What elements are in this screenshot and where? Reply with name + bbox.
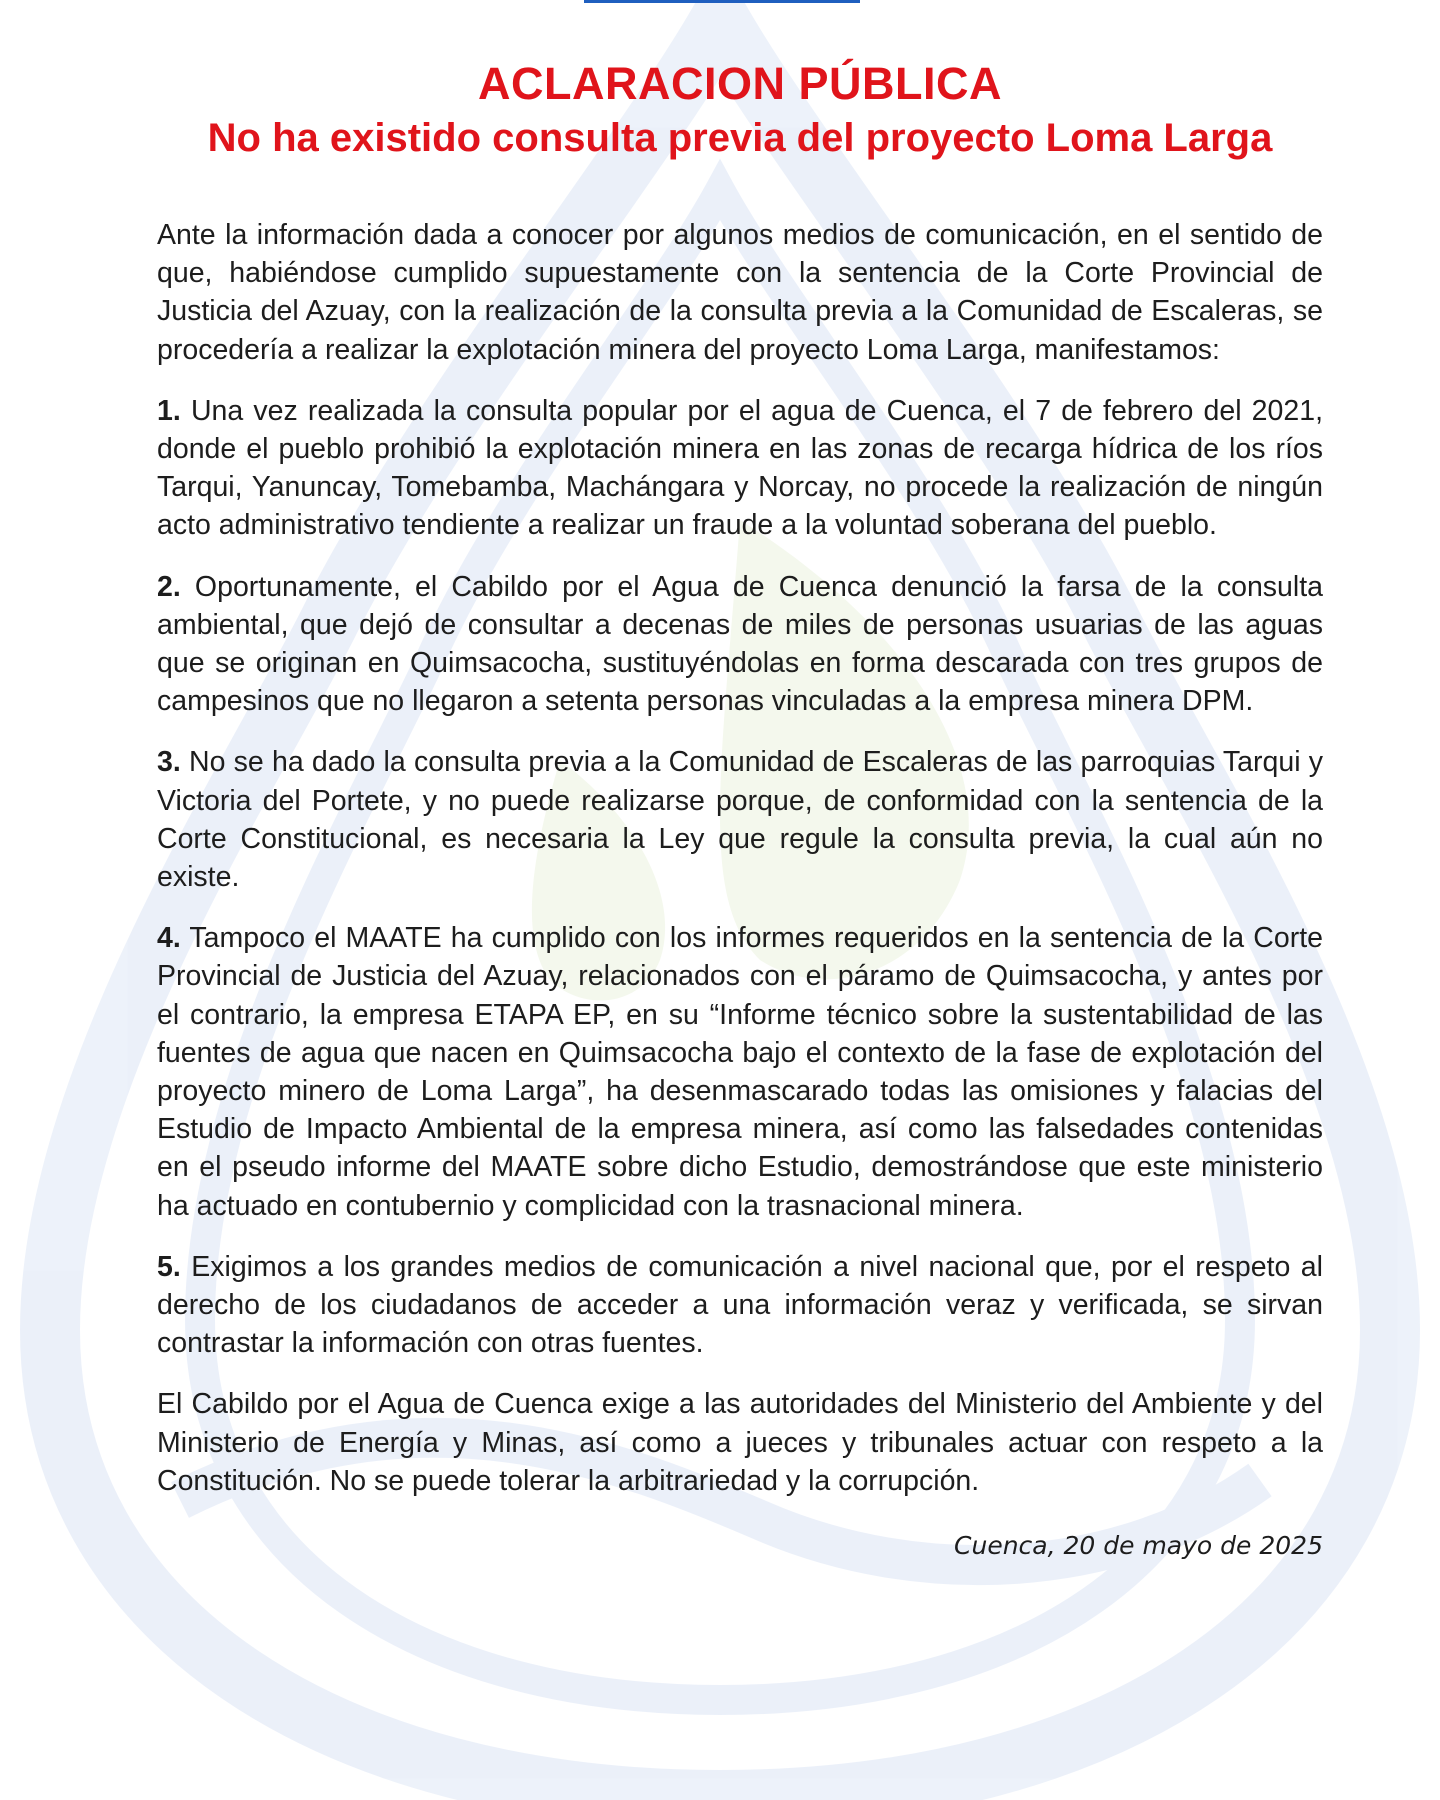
top-accent-bar bbox=[584, 0, 860, 3]
point-number: 5. bbox=[157, 1250, 181, 1283]
point-number: 1. bbox=[157, 394, 181, 427]
date-line: Cuenca, 20 de mayo de 2025 bbox=[954, 1531, 1323, 1561]
page-title: ACLARACION PÚBLICA bbox=[478, 58, 1002, 109]
point-number: 3. bbox=[157, 746, 181, 779]
point-number: 2. bbox=[157, 570, 181, 603]
closing-paragraph: El Cabildo por el Agua de Cuenca exige a las autoridades del Ministerio del Ambiente y del Ministerio de Energía y Minas, así como a jueces y tribunales actuar con respeto a la Constitución. No se puede tolerar la arbitrariedad y la corrupción. bbox=[157, 1388, 1323, 1497]
statement-body bbox=[157, 216, 1323, 1500]
point-text: Exigimos a los grandes medios de comunicación a nivel nacional que, por el respeto al derecho de los ciudadanos de acceder a una información veraz y verificada, se sirvan contrastar la información con otras fuentes. bbox=[157, 1250, 1323, 1360]
point-number: 4. bbox=[157, 922, 181, 955]
point-paragraph bbox=[157, 919, 1323, 1225]
point-paragraph bbox=[157, 568, 1323, 721]
intro-paragraph: Ante la información dada a conocer por algunos medios de comunicación, en el sentido de que, habiéndose cumplido supuestamente con la sentencia de la Corte Provincial de Justicia del Azuay, con la realización de la consulta previa a la Comunidad de Escaleras, se procedería a realizar la explotación minera del proyecto Loma Larga, manifestamos: bbox=[157, 219, 1323, 366]
point-paragraph bbox=[157, 1248, 1323, 1363]
point-text: Una vez realizada la consulta popular por el agua de Cuenca, el 7 de febrero del 2021, donde el pueblo prohibió la explotación minera en las zonas de recarga hídrica de los ríos Tarqui, Yanuncay, Tomebamba, Machángara y Norcay, no procede la realización de ningún acto administrativo tendiente a realizar un fraude a la voluntad soberana del pueblo. bbox=[157, 394, 1324, 542]
point-paragraph bbox=[157, 743, 1323, 896]
public-statement bbox=[157, 56, 1323, 1562]
point-text: Tampoco el MAATE ha cumplido con los informes requeridos en la sentencia de la Corte Provincial de Justicia del Azuay, relacionados con el páramo de Quimsacocha, y antes por el contrario, la empresa ETAPA EP, en su “Informe técnico sobre la sustentabilidad de las fuentes de agua que nacen en Quimsacocha bajo el contexto de la fase de explotación del proyecto minero de Loma Larga”, ha desenmascarado todas las omisiones y falacias del Estudio de Impacto Ambiental de la empresa minera, así como las falsedades contenidas en el pseudo informe del MAATE sobre dicho Estudio, demostrándose que este ministerio ha actuado en contubernio y complicidad con la trasnacional minera. bbox=[157, 922, 1323, 1222]
point-paragraph bbox=[157, 392, 1323, 545]
point-text: No se ha dado la consulta previa a la Comunidad de Escaleras de las parroquias Tarqui y Victoria del Portete, y no puede realizarse porque, de conformidad con la sentencia de la Corte Constitucional, es necesaria la Ley que regule la consulta previa, la cual aún no existe. bbox=[157, 746, 1324, 894]
point-text: Oportunamente, el Cabildo por el Agua de Cuenca denunció la farsa de la consulta ambiental, que dejó de consultar a decenas de miles de personas usuarias de las aguas que se originan en Quimsacocha, sustituyéndolas en forma descarada con tres grupos de campesinos que no llegaron a setenta personas vinculadas a la empresa minera DPM. bbox=[157, 570, 1323, 718]
page-subtitle: No ha existido consulta previa del proyecto Loma Larga bbox=[207, 116, 1273, 160]
